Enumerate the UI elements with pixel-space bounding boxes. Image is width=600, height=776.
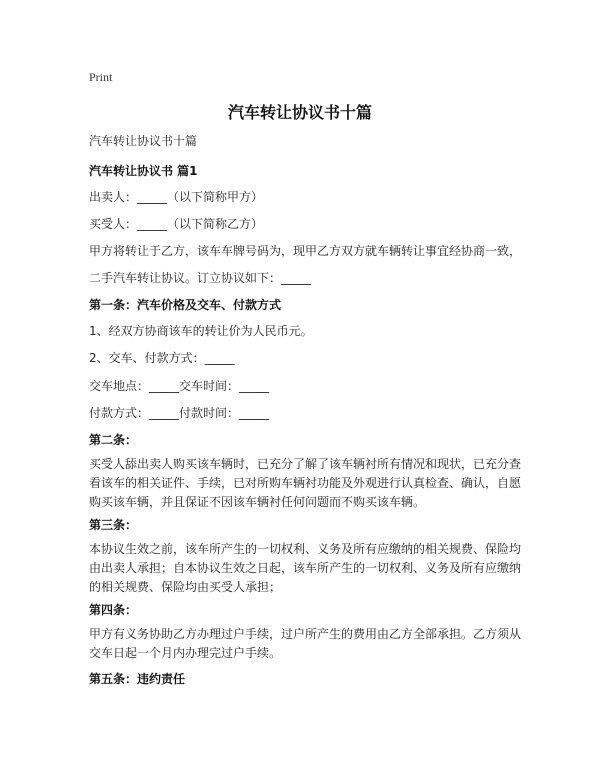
article-1-heading: 第一条：汽车价格及交车、付款方式 [89, 298, 282, 312]
payment-line: 付款方式：_____付款时间：_____ [89, 406, 270, 420]
buyer-line: 买受人：_____（以下简称乙方） [89, 217, 264, 231]
article-5-heading: 第五条：违约责任 [89, 672, 186, 686]
section-title: 汽车转让协议书 篇1 [89, 164, 198, 178]
intro-line-2: 二手汽车转让协议。订立协议如下：_____ [89, 271, 312, 285]
document-title: 汽车转让协议书十篇 [227, 103, 372, 122]
article-1-item-2: 2、交车、付款方式：_____ [89, 351, 235, 365]
article-3-heading: 第三条： [89, 518, 138, 532]
article-1-item-1: 1、经双方协商该车的转让价为人民币元。 [89, 324, 313, 338]
article-2-heading: 第二条： [89, 433, 138, 447]
print-label[interactable]: Print [89, 70, 113, 84]
seller-line: 出卖人：_____（以下简称甲方） [89, 190, 264, 204]
document-subtitle: 汽车转让协议书十篇 [89, 134, 198, 148]
article-3-text: 本协议生效之前，该车所产生的一切权利、义务及所有应缴纳的相关规费、保险均由出卖人承担；自本协议生效之日起，该车所产生的一切权利、义务及所有应缴纳的相关规费、保险均由买受人承担； [89, 542, 522, 594]
article-4-text: 甲方有义务协助乙方办理过户手续，过户所产生的费用由乙方全部承担。乙方须从交车日起一个月内办理完过户手续。 [89, 627, 522, 660]
delivery-line: 交车地点：_____交车时间：_____ [89, 379, 270, 393]
article-2-text: 买受人舔出卖人购买该车辆时，已充分了解了该车辆衬所有情况和现状，已充分查看该车的相关证件、手续，已对所购车辆衬功能及外观进行认真检查、确认，自愿购买该车辆，并且保证不因该车辆衬任何问题而不购买该车辆。 [89, 457, 522, 509]
article-4-heading: 第四条： [89, 603, 138, 617]
intro-line-1: 甲方将转让于乙方，该车车牌号码为，现甲乙方双方就车辆转让事宜经协商一致， [89, 244, 522, 258]
